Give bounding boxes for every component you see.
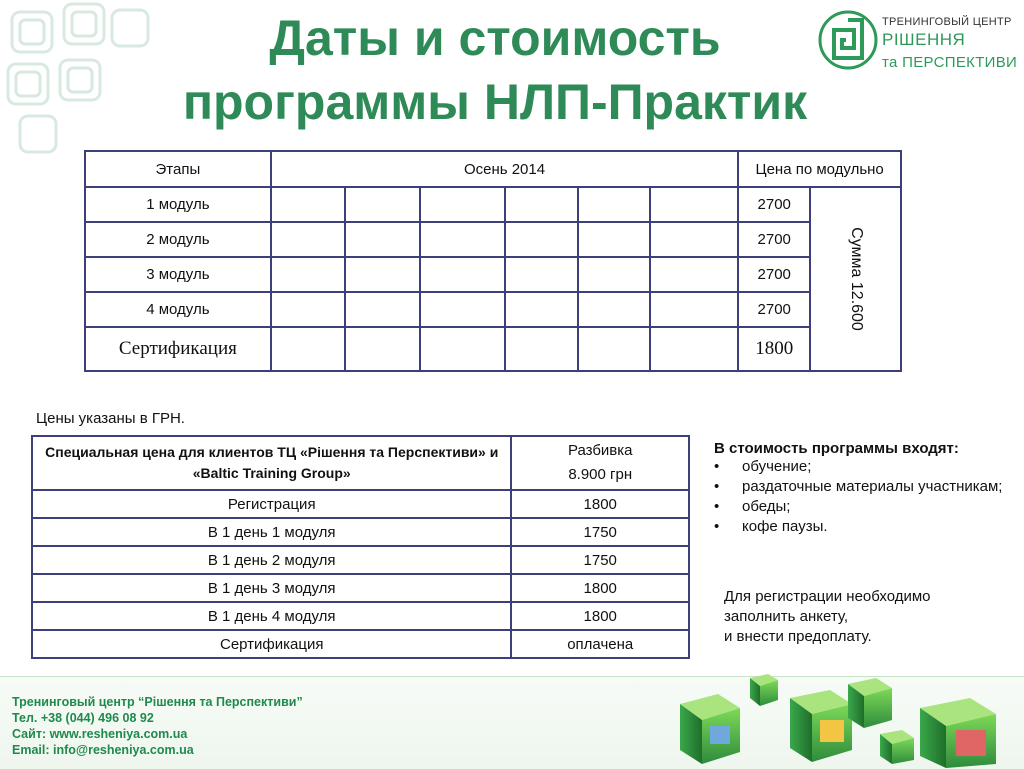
registration-line-1: Для регистрации необходимо (724, 588, 931, 605)
date-cell (420, 292, 505, 327)
stage-cell: 1 модуль (85, 187, 271, 222)
price-cell: 1800 (738, 327, 810, 371)
date-cell (345, 222, 421, 257)
table-row (32, 546, 689, 574)
price-cell: 2700 (738, 257, 810, 292)
logo-name-second: та ПЕРСПЕКТИВИ (882, 54, 1018, 71)
stage-cell: 3 модуль (85, 257, 271, 292)
special-header-row (32, 436, 689, 490)
price-cell: 2700 (738, 292, 810, 327)
includes-list (714, 458, 1004, 535)
date-cell (345, 327, 421, 371)
currency-note: Цены указаны в ГРН. (36, 410, 185, 427)
date-cell (578, 187, 650, 222)
schedule-row (85, 292, 901, 327)
date-cell (505, 327, 578, 371)
price-cell: 2700 (738, 222, 810, 257)
header-price: Цена по модульно (738, 151, 901, 187)
price-cell: 2700 (738, 187, 810, 222)
date-cell (650, 222, 739, 257)
table-row (32, 518, 689, 546)
date-cell (271, 327, 345, 371)
total-sum-cell (810, 187, 901, 371)
date-cell (420, 187, 505, 222)
list-item (714, 518, 1004, 535)
date-cell (578, 257, 650, 292)
footer-website: Сайт: www.resheniya.com.ua (12, 727, 188, 741)
row-label: В 1 день 2 модуля (32, 546, 511, 574)
date-cell (345, 292, 421, 327)
bullet-icon: • (714, 478, 720, 495)
date-cell (420, 257, 505, 292)
row-label: В 1 день 3 модуля (32, 574, 511, 602)
footer-company: Тренинговый центр “Рішення та Перспективи” (12, 695, 303, 709)
breakdown-label: Разбивка (567, 442, 633, 459)
special-header-label: Специальная цена для клиентов ТЦ «Рішення та Перспективи» и «Baltic Training Group» (32, 436, 511, 490)
list-item-text: раздаточные материалы участникам; (742, 478, 1003, 495)
special-header-total (511, 436, 689, 490)
date-cell (420, 222, 505, 257)
date-cell (505, 222, 578, 257)
row-label: Регистрация (32, 490, 511, 518)
list-item (714, 458, 1004, 475)
includes-section (714, 440, 1004, 538)
row-value: 1750 (511, 518, 689, 546)
bullet-icon: • (714, 518, 720, 535)
date-cell (650, 257, 739, 292)
date-cell (578, 292, 650, 327)
table-row (32, 574, 689, 602)
table-row (32, 630, 689, 658)
schedule-row (85, 222, 901, 257)
date-cell (345, 187, 421, 222)
schedule-table (84, 150, 902, 372)
date-cell (505, 292, 578, 327)
logo-subtitle: ТРЕНИНГОВЫЙ ЦЕНТР (882, 16, 1012, 28)
bullet-icon: • (714, 458, 720, 475)
includes-heading: В стоимость программы входят: (714, 440, 959, 457)
registration-note (724, 587, 1014, 647)
schedule-header-row (85, 151, 901, 187)
row-label: Сертификация (32, 630, 511, 658)
footer-email: Email: info@resheniya.com.ua (12, 743, 194, 757)
logo-name: РІШЕННЯ (882, 30, 966, 49)
list-item-text: обучение; (742, 458, 812, 475)
date-cell (578, 327, 650, 371)
footer-phone: Тел. +38 (044) 496 08 92 (12, 711, 154, 725)
date-cell (650, 187, 739, 222)
date-cell (271, 257, 345, 292)
header-stages: Этапы (85, 151, 271, 187)
row-value: 1800 (511, 490, 689, 518)
date-cell (345, 257, 421, 292)
table-row (32, 490, 689, 518)
breakdown-total: 8.900 грн (568, 466, 633, 483)
list-item-text: кофе паузы. (742, 518, 828, 535)
title-line-2: программы НЛП-Практик (182, 74, 808, 130)
list-item (714, 478, 1004, 495)
schedule-row (85, 257, 901, 292)
list-item-text: обеды; (742, 498, 791, 515)
page-title (100, 6, 890, 134)
stage-cell: 2 модуль (85, 222, 271, 257)
title-line-1: Даты и стоимость (269, 10, 721, 66)
row-label: В 1 день 4 модуля (32, 602, 511, 630)
footer-contacts (12, 694, 303, 758)
date-cell (578, 222, 650, 257)
date-cell (505, 257, 578, 292)
date-cell (420, 327, 505, 371)
date-cell (650, 327, 739, 371)
row-value: 1800 (511, 602, 689, 630)
schedule-row (85, 327, 901, 371)
schedule-row (85, 187, 901, 222)
date-cell (271, 187, 345, 222)
row-value: оплачена (511, 630, 689, 658)
row-value: 1750 (511, 546, 689, 574)
date-cell (271, 222, 345, 257)
stage-cell: 4 модуль (85, 292, 271, 327)
special-price-table (31, 435, 690, 659)
header-season: Осень 2014 (271, 151, 739, 187)
table-row (32, 602, 689, 630)
decorative-cubes-image (640, 664, 1024, 768)
bullet-icon: • (714, 498, 720, 515)
row-value: 1800 (511, 574, 689, 602)
registration-line-3: и внести предоплату. (724, 628, 872, 645)
stage-cell: Сертификация (85, 327, 271, 371)
date-cell (650, 292, 739, 327)
row-label: В 1 день 1 модуля (32, 518, 511, 546)
date-cell (271, 292, 345, 327)
date-cell (505, 187, 578, 222)
registration-line-2: заполнить анкету, (724, 608, 849, 625)
total-sum: Сумма 12.600 (847, 227, 865, 331)
list-item (714, 498, 1004, 515)
